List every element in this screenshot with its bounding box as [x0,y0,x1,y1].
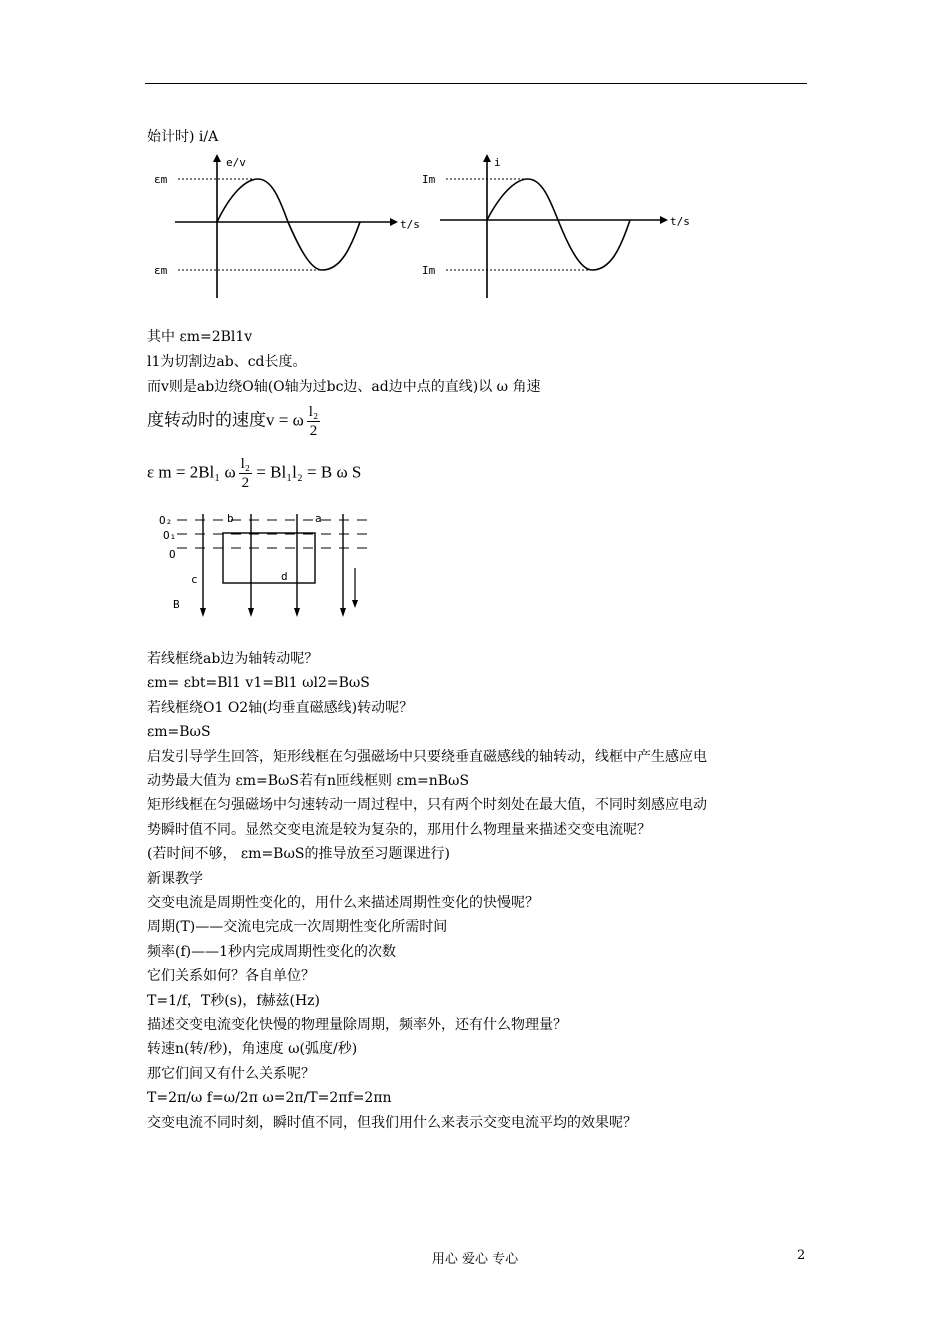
body-line: εm= εbt=Bl1 v1=Bl1 ωl2=BωS [147,675,370,691]
body-line: T=1/f，T秒(s)，f赫兹(Hz) [147,993,321,1009]
left-y-label: e/v [226,156,246,169]
body-line: 它们关系如何？各自单位？ [147,968,315,984]
body-line: 那它们间又有什么关系呢？ [147,1066,315,1082]
right-x-label: t/s [670,215,690,228]
right-max-label: Im [422,173,436,186]
body-line: 势瞬时值不同。显然交变电流是较为复杂的，那用什么物理量来描述交变电流呢？ [147,822,651,838]
field-b-label: B [173,598,180,611]
side-b-label: b [227,512,234,525]
right-min-label: Im [422,264,436,277]
body-line: 若线框绕ab边为轴转动呢？ [147,651,319,667]
body-line: 周期(T)——交流电完成一次周期性变化所需时间 [147,919,448,935]
body-line: (若时间不够， εm=BωS的推导放至习题课进行) [147,846,450,862]
intro-line: 始计时) i/A [147,129,219,145]
left-x-label: t/s [400,218,420,231]
body-line: 动势最大值为 εm=BωS若有n匝线框则 εm=nBωS [147,773,470,789]
axis-o-label: O [169,548,176,561]
text-line-3: 而v则是ab边绕O轴(O轴为过bc边、ad边中点的直线)以 ω 角速 [147,379,541,395]
page-number: 2 [797,1248,806,1263]
current-sine-graph [420,150,700,305]
body-line: 转速n(转/秒)，角速度 ω(弧度/秒) [147,1041,358,1057]
side-c-label: c [191,573,198,586]
text-line-2: l1为切割边ab、cd长度。 [147,354,307,370]
left-max-label: εm [154,173,168,186]
side-d-label: d [281,570,288,583]
left-min-label: εm [154,264,168,277]
body-line: εm=BωS [147,724,211,740]
body-line: T=2π/ω f=ω/2π ω=2π/T=2πf=2πn [147,1090,392,1106]
coil-field-diagram [155,508,395,623]
body-line: 若线框绕O1 O2轴(均垂直磁感线)转动呢？ [147,700,414,716]
body-line: 矩形线框在匀强磁场中匀速转动一周过程中，只有两个时刻处在最大值，不同时刻感应电动 [147,797,707,813]
body-line: 新课教学 [147,871,203,887]
side-a-label: a [315,512,322,525]
body-line: 交变电流是周期性变化的，用什么来描述周期性变化的快慢呢？ [147,895,539,911]
body-line: 描述交变电流变化快慢的物理量除周期，频率外，还有什么物理量？ [147,1017,567,1033]
header-rule [145,83,807,84]
body-line: 频率(f)——1秒内完成周期性变化的次数 [147,944,397,960]
body-line: 交变电流不同时刻，瞬时值不同，但我们用什么来表示交变电流平均的效果呢？ [147,1115,637,1131]
text-line-1: 其中 εm=2Bl1v [147,329,253,345]
body-line: 启发引导学生回答，矩形线框在匀强磁场中只要绕垂直磁感线的轴转动，线框中产生感应电 [147,749,707,765]
axis-o2-label: O₂ [159,514,173,527]
formula-speed: 度转动时的速度v = ω $\frac{\text{l₂}}{2}$ [147,404,319,439]
footer-motto: 用心 爱心 专心 [431,1252,519,1267]
right-y-label: i [494,156,501,169]
emf-sine-graph [150,150,420,305]
formula-emf: ε m = 2Bl₁ ω $\frac{\text{l₂}}{2}$ = Bl₁l₂ = B ω S [147,456,362,491]
axis-o1-label: O₁ [163,529,177,542]
